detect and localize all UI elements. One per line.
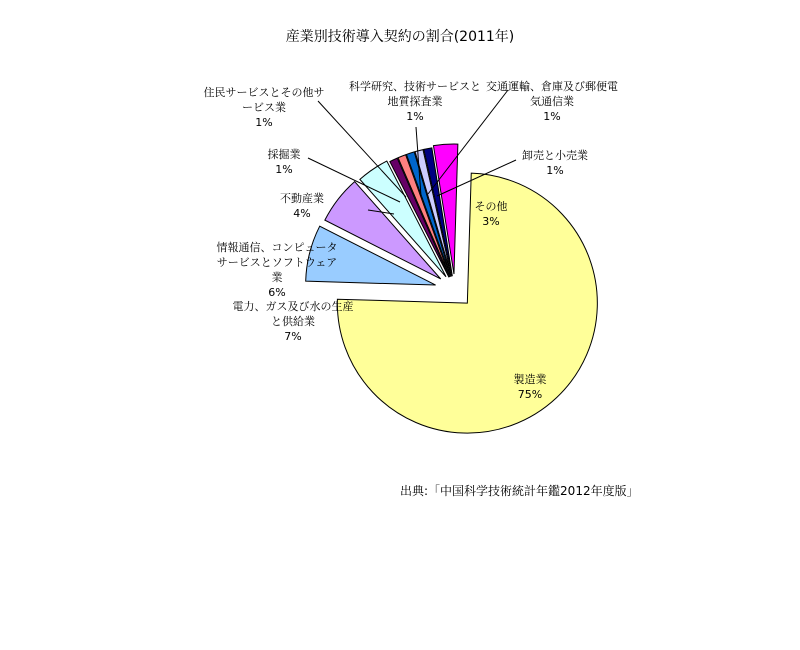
label-it-services-name: 情報通信、コンピュータサービスとソフトウェア業 (216, 241, 338, 284)
label-other-name: その他 (474, 200, 508, 213)
label-wholesale-name: 卸売と小売業 (522, 149, 588, 162)
label-it-services (213, 240, 341, 300)
label-mining-value: 1% (275, 163, 293, 176)
label-manufacturing-name: 製造業 (513, 373, 547, 386)
label-electricity-value: 7% (284, 330, 302, 343)
label-other-value: 3% (482, 215, 500, 228)
label-real-estate (270, 191, 334, 221)
label-resident-services (200, 85, 328, 130)
label-mining (256, 147, 312, 177)
label-mining-name: 採掘業 (267, 148, 301, 161)
label-manufacturing (500, 372, 560, 402)
chart-title: 産業別技術導入契約の割合(2011年) (285, 29, 515, 45)
label-electricity-name: 電力、ガス及び水の生産と供給業 (232, 300, 354, 328)
label-wholesale-value: 1% (546, 164, 564, 177)
source-note: 出典:「中国科学技術統計年鑑2012年度版」 (400, 484, 639, 498)
label-resident-services-value: 1% (255, 116, 273, 129)
label-science-research (348, 79, 482, 124)
label-electricity (228, 299, 358, 344)
label-resident-services-name: 住民サービスとその他サービス業 (203, 86, 325, 114)
label-real-estate-name: 不動産業 (280, 192, 324, 205)
label-wholesale (510, 148, 600, 178)
label-other (466, 199, 516, 229)
label-transport-value: 1% (543, 110, 561, 123)
label-transport-name: 交通運輸、倉庫及び郵便電気通信業 (486, 80, 618, 108)
label-manufacturing-value: 75% (517, 388, 543, 401)
label-transport (484, 79, 620, 124)
label-it-services-value: 6% (268, 286, 286, 299)
label-science-research-name: 科学研究、技術サービスと地質探査業 (349, 80, 481, 108)
label-real-estate-value: 4% (293, 207, 311, 220)
label-science-research-value: 1% (406, 110, 424, 123)
